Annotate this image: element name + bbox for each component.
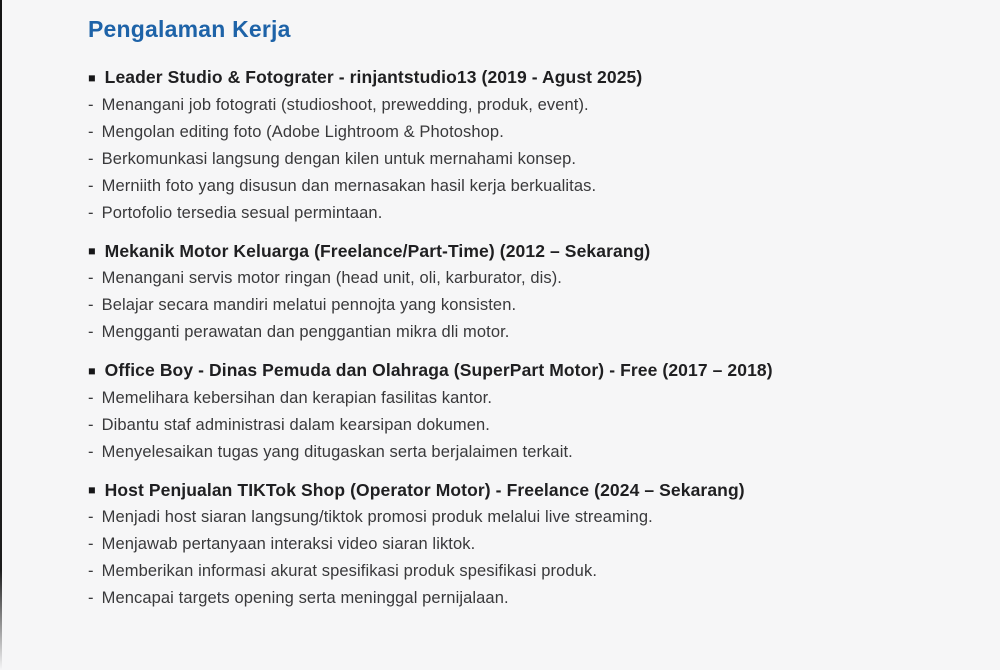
job-detail-text: Merniith foto yang disusun dan mernasakan hasil kerja berkualitas. bbox=[101, 176, 597, 195]
job-detail-text: Berkomunkasi langsung dengan kilen untuk mernahami konsep. bbox=[101, 149, 577, 168]
dash-marker: - bbox=[88, 95, 94, 114]
job-detail-text: Mengolan editing foto (Adobe Lightroom & Photoshop. bbox=[101, 122, 504, 141]
job-detail-text: Menjadi host siaran langsung/tiktok promosi produk melalui live streaming. bbox=[101, 508, 653, 526]
section-title-pengalaman-kerja: Pengalaman Kerja bbox=[88, 16, 291, 42]
job-section-host-tiktok bbox=[88, 477, 970, 613]
job-section-mekanik-motor bbox=[88, 238, 970, 347]
job-detail-item bbox=[88, 119, 970, 146]
job-section-office-boy bbox=[88, 357, 970, 466]
job-title-text: Office Boy - Dinas Pemuda dan Olahraga (SuperPart Motor) - Free (2017 – 2018) bbox=[104, 360, 773, 380]
job-detail-text: Belajar secara mandiri melatui pennojta yang konsisten. bbox=[101, 296, 517, 314]
dash-marker: - bbox=[88, 122, 94, 141]
dash-marker: - bbox=[88, 176, 94, 195]
dash-marker: - bbox=[88, 589, 94, 607]
job-section-leader-studio bbox=[88, 64, 970, 227]
dash-marker: - bbox=[88, 442, 94, 461]
job-detail-item bbox=[88, 173, 970, 200]
dash-marker: - bbox=[88, 149, 94, 168]
job-detail-item bbox=[88, 558, 970, 585]
dash-marker: - bbox=[88, 203, 94, 222]
dash-marker: - bbox=[88, 415, 94, 434]
square-bullet-icon: ■ bbox=[88, 363, 96, 378]
job-title bbox=[88, 477, 970, 505]
dash-marker: - bbox=[88, 508, 94, 526]
job-detail-item bbox=[88, 439, 970, 466]
job-detail-item bbox=[88, 92, 970, 119]
dash-marker: - bbox=[88, 323, 94, 341]
job-detail-item bbox=[88, 385, 970, 412]
dash-marker: - bbox=[88, 388, 94, 407]
job-detail-text: Menjawab pertanyaan interaksi video siaran liktok. bbox=[101, 535, 476, 553]
job-detail-item bbox=[88, 200, 970, 227]
job-detail-text: Memberikan informasi akurat spesifikasi produk spesifikasi produk. bbox=[101, 562, 597, 580]
job-detail-text: Mengganti perawatan dan penggantian mikra dli motor. bbox=[101, 323, 510, 341]
square-bullet-icon: ■ bbox=[88, 70, 96, 85]
dash-marker: - bbox=[88, 562, 94, 580]
job-detail-item bbox=[88, 146, 970, 173]
square-bullet-icon: ■ bbox=[88, 483, 96, 497]
job-detail-text: Mencapai targets opening serta meninggal pernijalaan. bbox=[101, 589, 509, 607]
dash-marker: - bbox=[88, 269, 94, 287]
job-detail-item bbox=[88, 504, 970, 531]
job-title-text: Host Penjualan TIKTok Shop (Operator Motor) - Freelance (2024 – Sekarang) bbox=[104, 479, 745, 500]
job-title-text: Mekanik Motor Keluarga (Freelance/Part-Time) (2012 – Sekarang) bbox=[104, 240, 651, 261]
job-detail-item bbox=[88, 531, 970, 558]
job-detail-text: Menyelesaikan tugas yang ditugaskan serta berjalaimen terkait. bbox=[101, 442, 573, 461]
job-detail-text: Dibantu staf administrasi dalam kearsipan dokumen. bbox=[101, 415, 490, 434]
job-detail-text: Portofolio tersedia sesual permintaan. bbox=[101, 203, 383, 222]
dash-marker: - bbox=[88, 296, 94, 314]
job-title bbox=[88, 64, 970, 92]
job-detail-item bbox=[88, 292, 970, 319]
job-detail-item bbox=[88, 585, 970, 612]
job-detail-item bbox=[88, 265, 970, 292]
job-title-text: Leader Studio & Fotograter - rinjantstudio13 (2019 - Agust 2025) bbox=[104, 67, 643, 87]
dash-marker: - bbox=[88, 535, 94, 553]
job-detail-item bbox=[88, 319, 970, 346]
job-detail-text: Menangani servis motor ringan (head unit, oli, karburator, dis). bbox=[101, 269, 562, 287]
square-bullet-icon: ■ bbox=[88, 244, 96, 258]
job-title bbox=[88, 357, 970, 385]
job-title bbox=[88, 238, 970, 266]
job-detail-text: Menangani job fotograti (studioshoot, prewedding, produk, event). bbox=[101, 95, 589, 114]
left-edge-line bbox=[0, 0, 2, 670]
job-detail-item bbox=[88, 412, 970, 439]
job-detail-text: Memelihara kebersihan dan kerapian fasilitas kantor. bbox=[101, 388, 493, 407]
